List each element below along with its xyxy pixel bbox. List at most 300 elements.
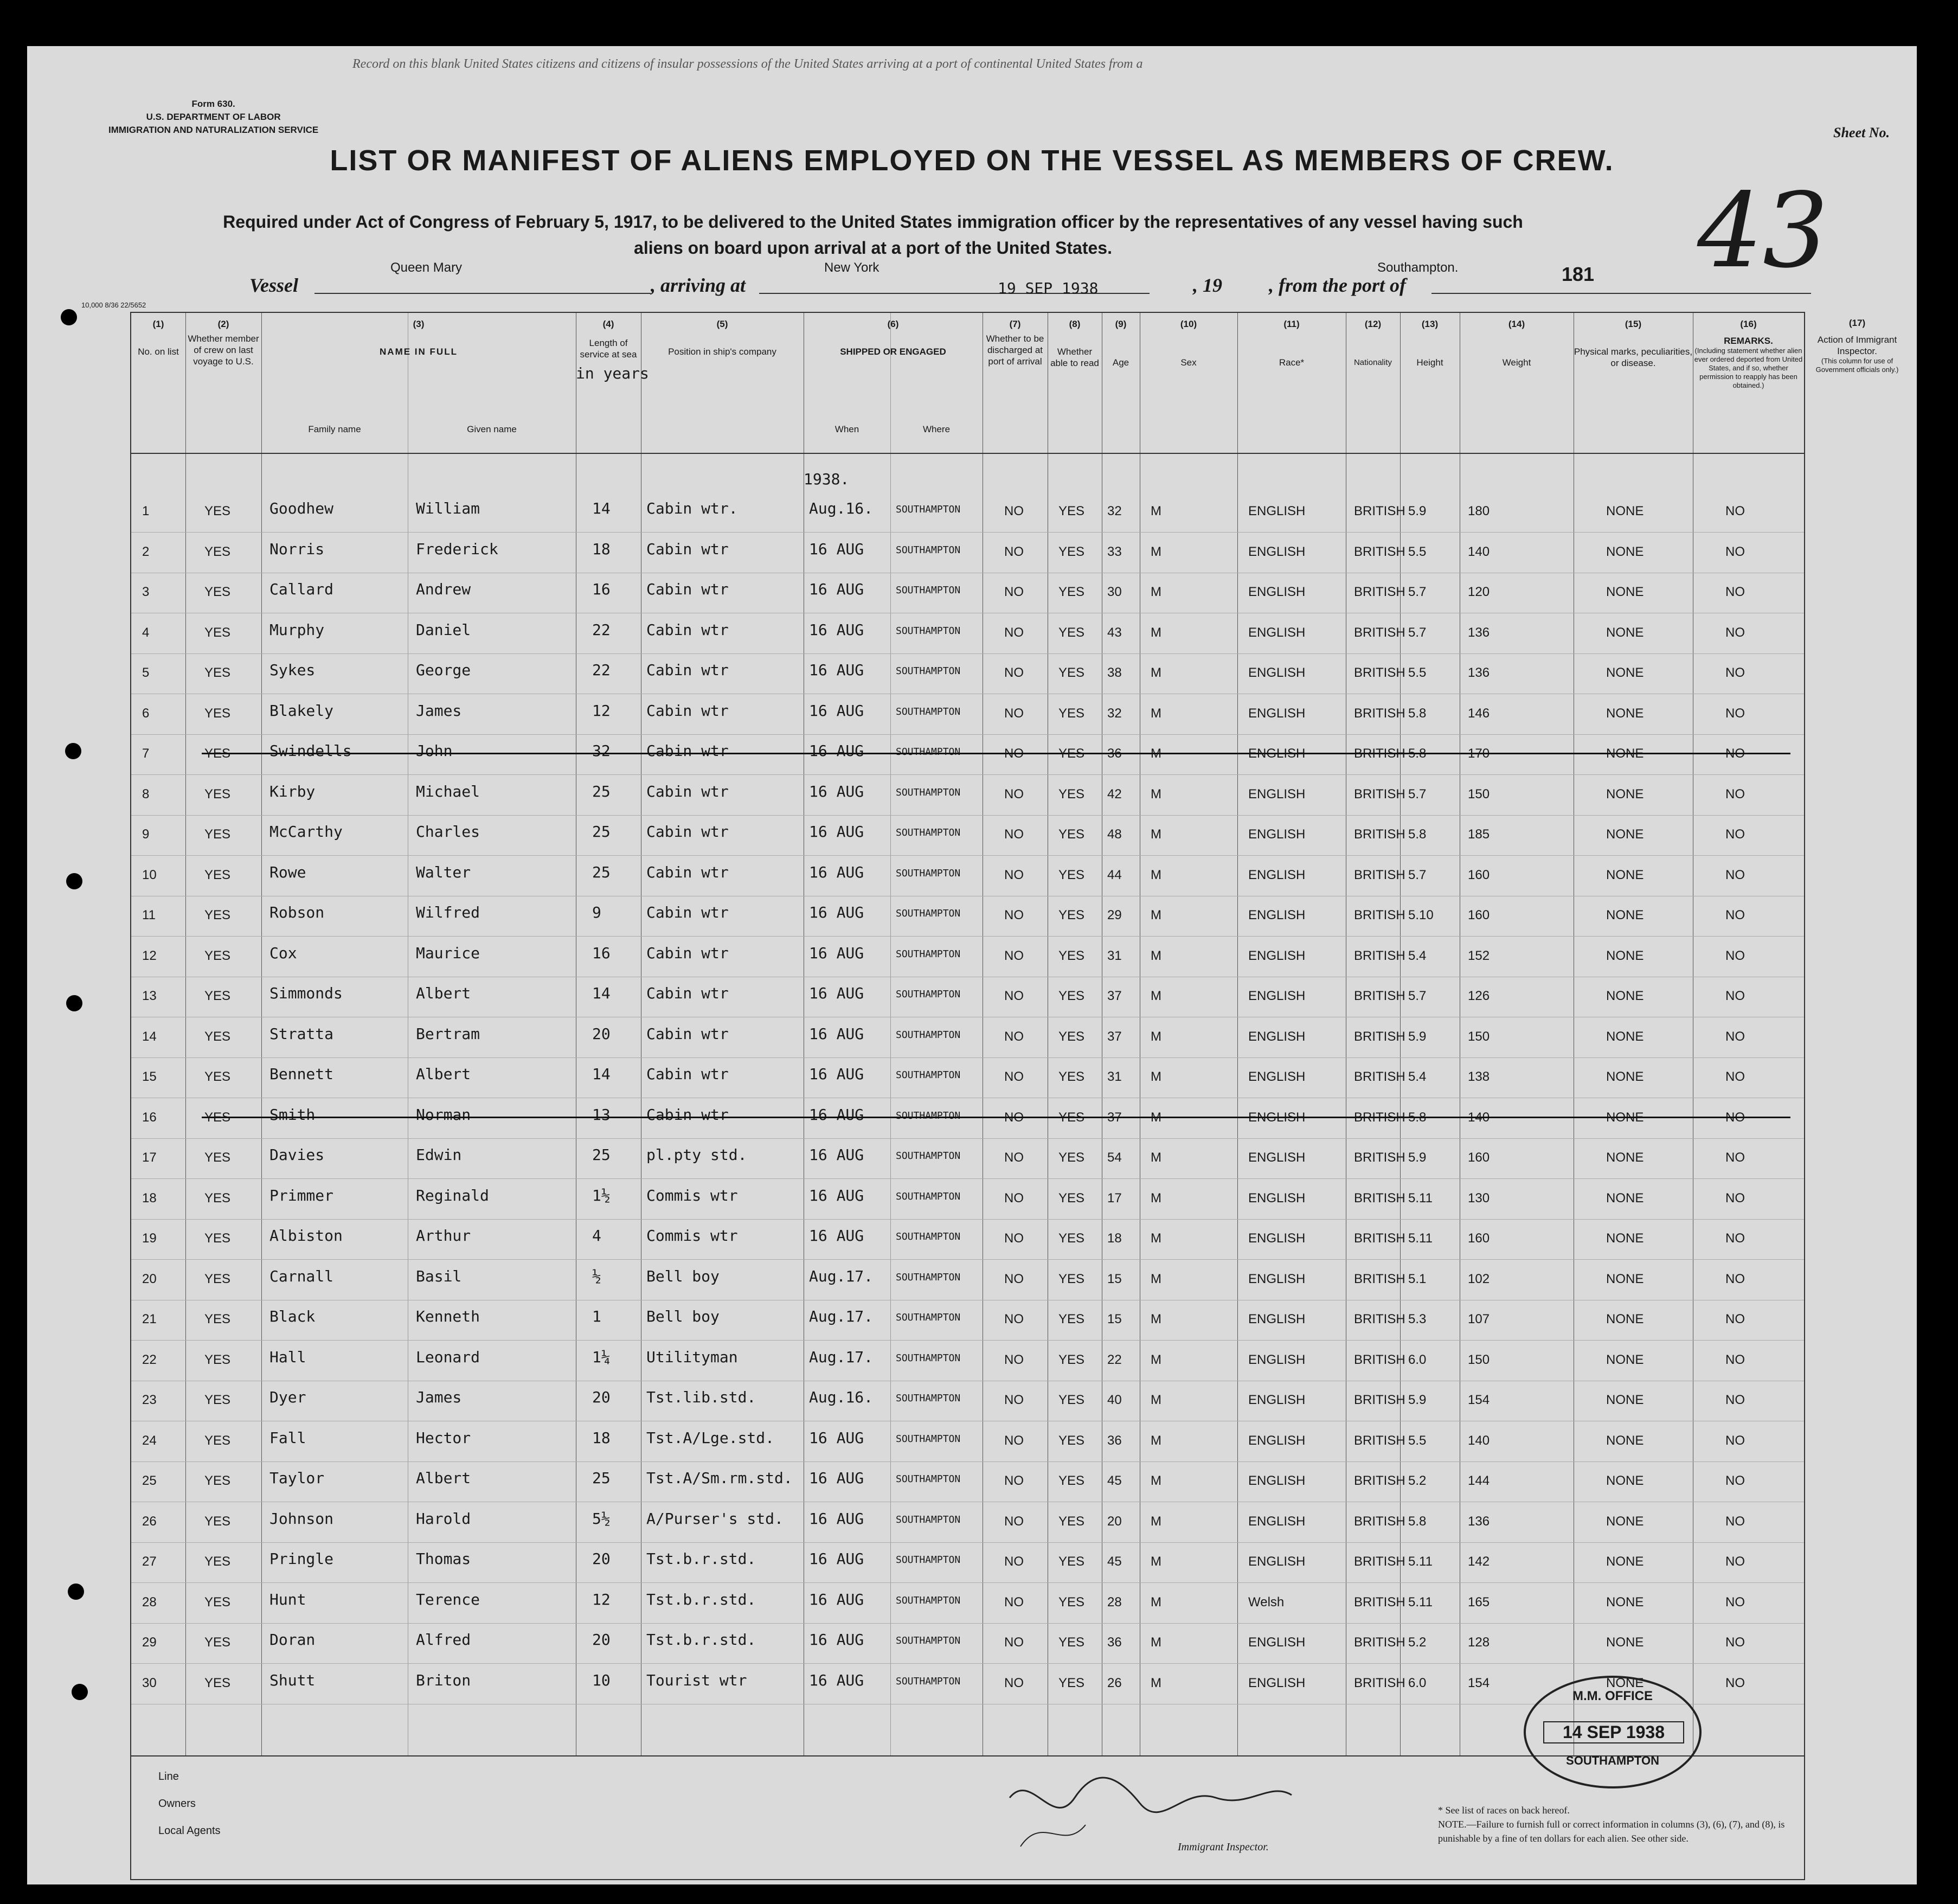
cell-height: 5.5 [1408,665,1427,680]
cell-no: 5 [142,665,150,680]
cell-nat: BRITISH [1354,1312,1405,1326]
cell-family: Johnson [269,1509,334,1528]
cell-marks: NONE [1606,908,1644,922]
table-row [131,492,1804,533]
cell-marks: NONE [1606,625,1644,640]
cell-read: YES [1058,746,1085,761]
cell-position: Cabin wtr [646,580,729,598]
cell-family: Cox [269,944,297,962]
cell-remarks: NO [1725,1069,1745,1084]
col10-header: (10) Sex [1180,319,1197,368]
table-row [131,1179,1804,1220]
cell-family: Fall [269,1428,306,1447]
cell-prev: YES [204,1150,231,1165]
cell-age: 28 [1107,1594,1122,1610]
cell-no: 23 [142,1393,157,1407]
cell-prev: YES [204,544,231,559]
cell-race: ENGLISH [1248,1554,1306,1569]
cell-age: 31 [1107,1069,1122,1084]
cell-disch: NO [1004,1029,1024,1044]
cell-no: 2 [142,544,150,559]
col16-header: (16) REMARKS. (Including statement whether alien ever ordered deported from United States, and if so, whether permission to reapply has been obtained.) [1694,319,1803,389]
cell-when: 16 AUG [809,944,864,962]
footer-note: * See list of races on back hereof. NOTE.—Failure to furnish full or correct information in columns (3), (6), (7), and (8), is punishable by a fine of ten dollars for each alien. See other side. [1438,1805,1785,1844]
cell-race: ENGLISH [1248,1110,1306,1125]
col4-header: (4) Length of service at sea in years [576,319,649,382]
cell-service: 12 [592,1590,611,1608]
cell-service: 20 [592,1388,611,1406]
cell-no: 29 [142,1635,157,1650]
cell-read: YES [1058,1352,1085,1367]
form-identifier: Form 630. U.S. DEPARTMENT OF LABOR IMMIGRATION AND NATURALIZATION SERVICE [108,99,319,135]
cell-no: 20 [142,1271,157,1286]
cell-position: Cabin wtr [646,944,729,962]
cell-given: Albert [416,984,471,1002]
cell-disch: NO [1004,786,1024,802]
cell-height: 5.11 [1408,1554,1433,1569]
cell-read: YES [1058,504,1085,518]
cell-prev: YES [204,786,231,802]
cell-height: 5.5 [1408,544,1427,559]
cell-age: 45 [1107,1473,1122,1488]
cell-family: Norris [269,540,325,558]
cell-read: YES [1058,1594,1085,1610]
cell-when: Aug.16. [809,1388,874,1406]
cell-disch: NO [1004,1473,1024,1488]
year-label: , 19 [1193,274,1222,296]
cell-nat: BRITISH [1354,1433,1405,1448]
cell-sex: M [1151,908,1161,922]
cell-position: Tst.lib.std. [646,1388,756,1406]
cell-age: 17 [1107,1190,1122,1206]
cell-race: ENGLISH [1248,1231,1306,1246]
cell-remarks: NO [1725,948,1745,963]
cell-family: Stratta [269,1024,334,1043]
table-row [131,533,1804,573]
cell-position: Tst.A/Sm.rm.std. [646,1469,793,1487]
cell-nat: BRITISH [1354,1190,1405,1206]
cell-disch: NO [1004,504,1024,518]
cell-when: 16 AUG [809,863,864,881]
cell-where: SOUTHAMPTON [896,504,961,515]
cell-family: Kirby [269,782,316,800]
cell-age: 32 [1107,504,1122,518]
table-row [131,1623,1804,1664]
cell-remarks: NO [1725,746,1745,761]
arriving-value: New York [824,260,880,275]
cell-service: 25 [592,823,611,841]
cell-prev: YES [204,665,231,680]
cell-remarks: NO [1725,1190,1745,1206]
cell-remarks: NO [1725,1352,1745,1367]
cell-nat: BRITISH [1354,1110,1405,1125]
cell-read: YES [1058,1635,1085,1650]
cell-prev: YES [204,1594,231,1610]
cell-no: 24 [142,1433,157,1448]
cell-sex: M [1151,1312,1161,1326]
cell-age: 45 [1107,1554,1122,1569]
cell-where: SOUTHAMPTON [896,786,961,798]
cell-weight: 152 [1468,948,1490,963]
cell-position: Cabin wtr [646,823,729,841]
cell-nat: BRITISH [1354,1473,1405,1488]
cell-remarks: NO [1725,544,1745,559]
cell-no: 1 [142,504,150,518]
cell-given: Daniel [416,620,471,639]
cell-race: ENGLISH [1248,908,1306,922]
cell-when: 16 AUG [809,1105,864,1124]
line-label: Line [158,1771,179,1783]
cell-prev: YES [204,504,231,518]
cell-weight: 126 [1468,989,1490,1003]
table-row [131,1219,1804,1260]
cell-no: 4 [142,625,150,640]
cell-weight: 150 [1468,786,1490,802]
cell-service: 25 [592,782,611,800]
cell-marks: NONE [1606,504,1644,518]
cell-where: SOUTHAMPTON [896,1029,961,1041]
cell-remarks: NO [1725,1312,1745,1326]
cell-marks: NONE [1606,746,1644,761]
cell-marks: NONE [1606,867,1644,882]
cell-nat: BRITISH [1354,1352,1405,1367]
cell-nat: BRITISH [1354,544,1405,559]
cell-sex: M [1151,867,1161,882]
cell-position: Cabin wtr [646,782,729,800]
cell-race: ENGLISH [1248,746,1306,761]
cell-given: Edwin [416,1146,462,1164]
cell-race: Welsh [1248,1594,1285,1610]
cell-race: ENGLISH [1248,1271,1306,1286]
cell-position: Tst.b.r.std. [646,1550,756,1568]
cell-height: 5.8 [1408,827,1427,842]
cell-service: 25 [592,1146,611,1164]
cell-age: 29 [1107,908,1122,922]
cell-given: Maurice [416,944,480,962]
cell-when: 16 AUG [809,903,864,921]
cell-marks: NONE [1606,1514,1644,1529]
cell-remarks: NO [1725,827,1745,842]
cell-remarks: NO [1725,665,1745,680]
punch-hole [66,995,82,1011]
cell-remarks: NO [1725,1271,1745,1286]
cell-weight: 128 [1468,1635,1490,1650]
page-title: LIST OR MANIFEST OF ALIENS EMPLOYED ON THE VESSEL AS MEMBERS OF CREW. [330,144,1614,177]
cell-read: YES [1058,1514,1085,1529]
cell-remarks: NO [1725,908,1745,922]
cell-disch: NO [1004,1514,1024,1529]
cell-read: YES [1058,1231,1085,1246]
strikethrough-line [202,1117,1790,1118]
cell-prev: YES [204,1473,231,1488]
cell-disch: NO [1004,1675,1024,1690]
handwritten-sheet-number: 43 [1697,171,1828,291]
cell-sex: M [1151,1029,1161,1044]
cell-no: 15 [142,1069,157,1084]
cell-family: Rowe [269,863,306,881]
cell-race: ENGLISH [1248,867,1306,882]
cell-nat: BRITISH [1354,1675,1405,1690]
cell-sex: M [1151,544,1161,559]
cell-position: Cabin wtr [646,620,729,639]
cell-prev: YES [204,1635,231,1650]
cell-service: 20 [592,1024,611,1043]
cell-prev: YES [204,948,231,963]
cell-prev: YES [204,1271,231,1286]
cell-position: Cabin wtr [646,540,729,558]
cell-where: SOUTHAMPTON [896,1271,961,1283]
cell-sex: M [1151,1635,1161,1650]
cell-no: 25 [142,1473,157,1488]
cell-nat: BRITISH [1354,827,1405,842]
cell-read: YES [1058,665,1085,680]
cell-where: SOUTHAMPTON [896,1150,961,1162]
cell-no: 3 [142,585,150,599]
cell-weight: 150 [1468,1352,1490,1367]
cell-weight: 120 [1468,585,1490,599]
cell-age: 36 [1107,1635,1122,1650]
table-row [131,1017,1804,1058]
cell-no: 19 [142,1231,157,1246]
sheet-number-label: Sheet No. [1833,125,1890,140]
cell-marks: NONE [1606,948,1644,963]
cell-disch: NO [1004,625,1024,640]
cell-disch: NO [1004,665,1024,680]
cell-sex: M [1151,1594,1161,1610]
cell-sex: M [1151,1150,1161,1165]
cell-weight: 136 [1468,665,1490,680]
cell-remarks: NO [1725,1433,1745,1448]
cell-no: 17 [142,1150,157,1165]
cell-marks: NONE [1606,1190,1644,1206]
cell-weight: 180 [1468,504,1490,518]
cell-nat: BRITISH [1354,1231,1405,1246]
cell-marks: NONE [1606,1473,1644,1488]
cell-where: SOUTHAMPTON [896,544,961,556]
cell-marks: NONE [1606,1231,1644,1246]
cell-service: 1¼ [592,1348,611,1366]
cell-read: YES [1058,625,1085,640]
cell-race: ENGLISH [1248,1514,1306,1529]
cell-read: YES [1058,989,1085,1003]
cell-prev: YES [204,908,231,922]
cell-sex: M [1151,989,1161,1003]
cell-weight: 160 [1468,867,1490,882]
from-port-value: Southampton. [1377,260,1459,275]
cell-service: 5½ [592,1509,611,1528]
cell-disch: NO [1004,1312,1024,1326]
year-note: 1938. [804,470,850,488]
cell-disch: NO [1004,1635,1024,1650]
table-row [131,896,1804,937]
cell-remarks: NO [1725,504,1745,518]
cell-when: 16 AUG [809,742,864,760]
cell-race: ENGLISH [1248,786,1306,802]
cell-height: 6.0 [1408,1352,1427,1367]
cell-service: 12 [592,701,611,720]
cell-sex: M [1151,1271,1161,1286]
cell-disch: NO [1004,1190,1024,1206]
cell-where: SOUTHAMPTON [896,706,961,717]
table-row [131,613,1804,654]
cell-where: SOUTHAMPTON [896,1110,961,1121]
cell-race: ENGLISH [1248,1433,1306,1448]
where-header: Where [922,424,951,434]
cell-family: Hunt [269,1590,306,1608]
cell-age: 40 [1107,1393,1122,1407]
cell-when: 16 AUG [809,1186,864,1204]
cell-sex: M [1151,746,1161,761]
table-row [131,1461,1804,1502]
cell-height: 5.7 [1408,625,1427,640]
cell-no: 11 [142,908,156,922]
cell-given: George [416,661,471,679]
cell-when: 16 AUG [809,1590,864,1608]
cell-marks: NONE [1606,665,1644,680]
cell-height: 5.7 [1408,786,1427,802]
cell-position: Bell boy [646,1267,720,1285]
cell-height: 5.3 [1408,1312,1427,1326]
cell-race: ENGLISH [1248,1190,1306,1206]
cell-given: Arthur [416,1227,471,1245]
cell-read: YES [1058,948,1085,963]
cell-no: 30 [142,1675,157,1690]
cell-weight: 154 [1468,1393,1490,1407]
cell-sex: M [1151,1554,1161,1569]
cell-sex: M [1151,1473,1161,1488]
col1-header: (1) No. on list [138,319,179,357]
cell-height: 5.7 [1408,989,1427,1003]
cell-given: Frederick [416,540,498,558]
cell-age: 48 [1107,827,1122,842]
cell-age: 22 [1107,1352,1122,1367]
cell-nat: BRITISH [1354,1271,1405,1286]
page-subtitle: Required under Act of Congress of February 5, 1917, to be delivered to the United States immigration officer by the representatives of any vessel having such aliens on board upon arrival at a port of the United States. [223,212,1523,258]
cell-remarks: NO [1725,1514,1745,1529]
col11-header: (11) Race* [1279,319,1305,368]
cell-read: YES [1058,1271,1085,1286]
cell-race: ENGLISH [1248,1029,1306,1044]
cell-when: Aug.16. [809,499,874,517]
cell-age: 37 [1107,1029,1122,1044]
cell-when: 16 AUG [809,823,864,841]
cell-read: YES [1058,1150,1085,1165]
col12-header: (12) Nationality [1353,319,1392,367]
cell-family: Doran [269,1631,316,1649]
cell-age: 30 [1107,585,1122,599]
table-row [131,1341,1804,1381]
cell-no: 6 [142,706,150,721]
when-header: When [834,424,859,434]
cell-read: YES [1058,908,1085,922]
cell-family: Dyer [269,1388,306,1406]
cell-given: Wilfred [416,903,480,921]
table-row [131,1381,1804,1421]
owners-label: Owners [158,1798,196,1810]
cell-age: 33 [1107,544,1122,559]
cell-disch: NO [1004,585,1024,599]
cell-remarks: NO [1725,1594,1745,1610]
cell-disch: NO [1004,706,1024,721]
cell-remarks: NO [1725,1150,1745,1165]
col2-header: (2) Whether member of crew on last voyage to U.S. [188,319,259,367]
cell-age: 26 [1107,1675,1122,1690]
cell-nat: BRITISH [1354,867,1405,882]
cell-no: 21 [142,1312,157,1326]
cell-position: Tst.b.r.std. [646,1590,756,1608]
cell-prev: YES [204,1352,231,1367]
cell-disch: NO [1004,1393,1024,1407]
cell-read: YES [1058,786,1085,802]
cell-family: Smith [269,1105,316,1124]
cell-when: 16 AUG [809,1631,864,1649]
cell-where: SOUTHAMPTON [896,625,961,637]
cell-sex: M [1151,1352,1161,1367]
cell-sex: M [1151,1393,1161,1407]
cell-marks: NONE [1606,1352,1644,1367]
cell-nat: BRITISH [1354,1635,1405,1650]
vessel-line [249,260,1822,298]
cell-read: YES [1058,1554,1085,1569]
cell-disch: NO [1004,1554,1024,1569]
cell-race: ENGLISH [1248,665,1306,680]
cell-height: 5.4 [1408,1069,1427,1084]
cell-service: 18 [592,540,611,558]
cell-family: Black [269,1307,316,1325]
cell-no: 10 [142,867,157,882]
cell-disch: NO [1004,827,1024,842]
cell-height: 5.2 [1408,1635,1427,1650]
cell-age: 54 [1107,1150,1122,1165]
cell-family: Sykes [269,661,316,679]
cell-disch: NO [1004,1433,1024,1448]
cell-given: Leonard [416,1348,480,1366]
cell-family: Murphy [269,620,325,639]
cell-service: 16 [592,580,611,598]
cell-read: YES [1058,867,1085,882]
cell-position: A/Purser's std. [646,1509,784,1528]
cell-read: YES [1058,1433,1085,1448]
cell-where: SOUTHAMPTON [896,1190,961,1202]
cell-service: 16 [592,944,611,962]
cell-sex: M [1151,1110,1161,1125]
cell-disch: NO [1004,1594,1024,1610]
cell-prev: YES [204,1554,231,1569]
cell-read: YES [1058,706,1085,721]
cell-given: John [416,742,453,760]
cell-no: 22 [142,1352,157,1367]
cell-prev: YES [204,827,231,842]
cell-nat: BRITISH [1354,989,1405,1003]
cell-weight: 130 [1468,1190,1490,1206]
cell-service: 10 [592,1671,611,1689]
cell-given: Harold [416,1509,471,1528]
cell-where: SOUTHAMPTON [896,908,961,919]
inspector-signature [988,1765,1313,1852]
table-row [131,694,1804,735]
cell-position: Cabin wtr [646,863,729,881]
cell-nat: BRITISH [1354,504,1405,518]
cell-age: 18 [1107,1231,1122,1246]
cell-given: James [416,1388,462,1406]
cell-nat: BRITISH [1354,585,1405,599]
cell-where: SOUTHAMPTON [896,1231,961,1242]
cell-marks: NONE [1606,1433,1644,1448]
cell-marks: NONE [1606,989,1644,1003]
cell-race: ENGLISH [1248,1675,1306,1690]
cell-marks: NONE [1606,1554,1644,1569]
cell-family: Blakely [269,701,334,720]
